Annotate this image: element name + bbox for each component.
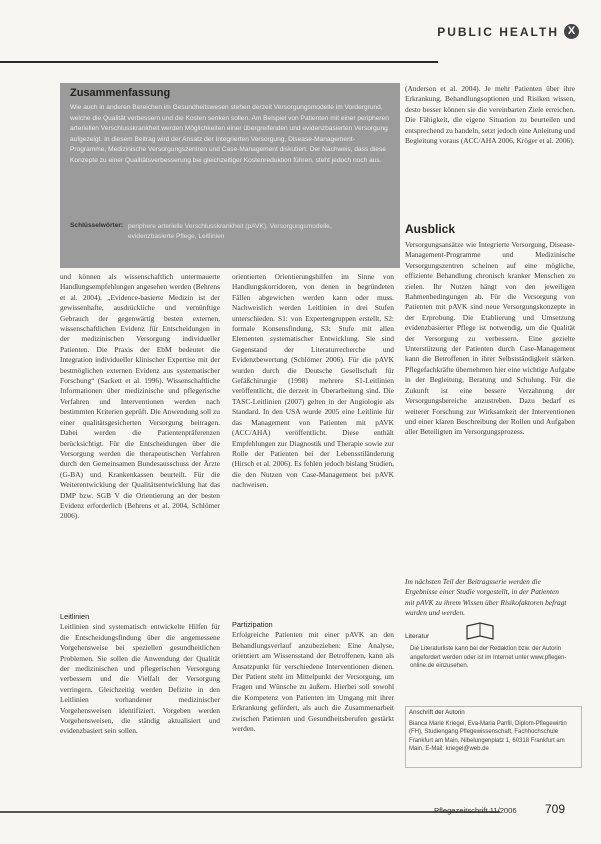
column-middle-top [232,272,394,491]
series-note: Im nächsten Teil der Beitragsserie werden die Ergebnisse einer Studie vorgestellt, in der Patienten mit pAVK zu ihrem Wissen über Risikofaktoren befragt wurden und werden. [405,577,567,618]
column-left-top [60,272,220,522]
header-rule [0,61,438,63]
paragraph: (Anderson et al. 2004). Je mehr Patienten über ihre Erkrankung, Behandlungsoptionen und Risiken wissen, desto besser können sie die vereinbarten Ziele erreichen. Die Fähigkeit, die eigene Situation zu beurteilen und entsprechend zu handeln, setzt jedoch eine Anleitung und Begleitung voraus (ACC/AHA 2006, Kröger et al. 2006). [405,84,575,146]
section-title: PUBLIC HEALTH [437,25,559,39]
paragraph: Erfolgreiche Patienten mit einer pAVK an den Behandlungsverlauf anzubeziehen: Eine Analyse, orientiert am Wissensstand der Betroffenen, kann als Ansatzpunkt für verschiedene Interventionen dienen. Der Patient steht im Mittelpunkt der Versorgung, um Fragen und Wünsche zu äußern. Hierbei soll sowohl die Kompetenz von Patienten im Umgang mit ihrer Erkrankung gefördert, als auch die Zusammenarbeit zwischen Patienten und Gesundheitsberufen gestärkt werden. [232,630,394,734]
leitlinien-heading: Leitlinien [60,612,90,621]
literatur-label: Literatur [405,633,430,640]
section-logo-icon: X [564,24,579,39]
keywords-label: Schlüsselwörter: [70,222,124,229]
summary-text: Wie auch in anderen Bereichen im Gesundheitswesen stehen derzeit Versorgungsmodelle im Vordergrund, welche die Qualität verbessern und die Kosten senken sollen. Am Beispiel von Patienten mit einer peripheren arteriellen Verschlusskrankheit werden Möglichkeiten einer übergreifenden und evidenzbasierten Versorgung aufgezeigt. In diesem Beitrag wird der Ansatz der Integrierten Versorgung, Disease-Management-Programme, Medizinische Versorgungszentren und Case-Management diskutiert. Der Nachweis, dass diese Konzepte zu einer Qualitätsverbesserung bei gleichzeitiger Kostenreduktion führen, steht jedoch noch aus. [70,104,389,164]
literatur-text: Die Literaturliste kann bei der Redaktion bzw. der Autorin angefordert werden oder ist im Internet unter www.pflegen-online.de einzusehen. [410,646,567,670]
column-right-top [405,84,575,146]
column-left-bottom [60,612,220,737]
summary-heading: Zusammenfassung [70,87,171,99]
author-address: Bianca Marie Kriegel, Eva-Maria Panfil, Diplom-Pflegewirtin (FH), Studiengang Pflegewissenschaft, Fachhochschule Frankfurt am Main, Nibelungenplatz 1, 60318 Frankfurt am Main, E-Mail: kriegel@web.de [409,721,567,753]
column-right-bottom [405,240,575,438]
partizipation-heading: Partizipation [232,620,273,629]
page-number: 709 [545,802,566,816]
keywords-text: periphere arterielle Verschlusskrankheit (pAVK), Versorgungsmodelle, evidenzbasierte Pflege, Leitlinien [128,223,332,240]
column-middle-bottom [232,620,394,734]
paragraph: orientierten Orientierungshilfen im Sinne von Handlungskorridoren, von denen in begründeten Fällen abgewichen werden kann oder muss. Nachweislich werden Leitlinien in drei Stufen unterschieden. S1: von Expertengruppen erstellt, S2: formale Konsensfindung, S3: Stufe mit allen Elementen systematischer Entwicklung. Sie sind Gegenstand der Literaturrecherche und Evidenzbewertung (Schlömer 2006). Für die pAVK wurden durch die Deutsche Gesellschaft für Gefäßchirurgie (1998) mehrere S1-Leitlinien veröffentlicht, die derzeit in Überarbeitung sind. Die TASC-Leitlinien (2007) gelten in der Angiologie als Standard. In den USA wurde 2005 eine Leitlinie für das Management von Patienten mit pAVK (ACC/AHA) veröffentlicht. Diese enthält Empfehlungen zur Diagnostik und Therapie sowie zur Rolle der Patienten bei der Lebensstiländerung (Hirsch et al. 2006). Es fehlen jedoch bislang Studien, die den Nutzen von Case-Management bei pAVK nachweisen. [232,272,394,490]
paragraph: Leitlinien sind systematisch entwickelte Hilfen für die Entscheidungsfindung über die angemessene Vorgehensweise bei speziellen gesundheitlichen Problemen. Sie sollen die Anwendung der Qualität der medizinischen und pflegerischen Versorgung verbessern und die Vielfalt der Versorgung verringern. Gleichzeitig werden Defizite in den Leitlinien vorhandener medizinischer Vorgehensweisen identifiziert. Vorgeben werden Vorgehensweisen, die ständig aktualisiert und evidenzbasiert sein sollen. [60,622,220,736]
footer-rule [0,811,500,813]
ausblick-heading: Ausblick [405,222,456,236]
paragraph: Versorgungsansätze wie Integrierte Versorgung, Disease-Management-Programme und Medizinische Versorgungszentren scheinen auf eine mögliche, effiziente Behandlung chronisch kranker Menschen zu zielen. Ihr Nutzen hängt von den jeweiligen Rahmenbedingungen ab. Für die Versorgung von Patienten mit pAVK sind neue Versorgungskonzepte in der Erprobung. Die Etablierung und Umsetzung evidenzbasierter Pflege ist notwendig, um die Qualität der Versorgung zu verbessern. Eine gezielte Unterstützung der Patienten durch Case-Management kann die Betroffenen in ihrer Selbstständigkeit stärken. Pflegefachkräfte übernehmen hier eine wichtige Aufgabe in der Begleitung, Beratung und Schulung. Für die Zukunft ist eine bessere Verzahnung der Versorgungsbereiche anzustreben. Dazu bedarf es weiterer Forschung zur Wirksamkeit der Interventionen und einer klaren Beschreibung der Rollen und Aufgaben aller Beteiligten im Versorgungsprozess. [405,240,575,437]
paragraph: und können als wissenschaftlich untermauerte Handlungsempfehlungen angesehen werden (Behrens et al. 2004). „Evidence-basierte Medizin ist der gewissenhafte, ausdrückliche und vernünftige Gebrauch der gegenwärtig besten externen, wissenschaftlichen Evidenz für Entscheidungen in der medizinischen Versorgung individueller Patienten. Die Praxis der EbM bedeutet die Integration individueller klinischer Expertise mit der bestmöglichen externen Evidenz aus systematischer Forschung“ (Sackett et al. 1996). Wissenschaftliche Informationen über medizinische und pflegerische Verfahren und Interventionen werden nach bestimmten Kriterien geprüft. Die Anwendung soll zu einer qualitätsgesicherten Versorgung beitragen. Dabei werden die Patientenpräferenzen berücksichtigt. Für die Entscheidungen über die Versorgung werden die therapeutischen Verfahren durch den Gemeinsamen Bundesausschuss der Ärzte (G-BA) und Krankenkassen beurteilt. Für die Weiterentwicklung der Qualitätsentwicklung hat das DMP bzw. SGB V die Orientierung an der besten Evidenz erforderlich (Behrens et al. 2004, Schlömer 2006). [60,272,220,521]
author-label: Anschrift der Autorin [409,709,465,716]
journal-name: Pflegezeitschrift 11/2006 [434,806,517,815]
